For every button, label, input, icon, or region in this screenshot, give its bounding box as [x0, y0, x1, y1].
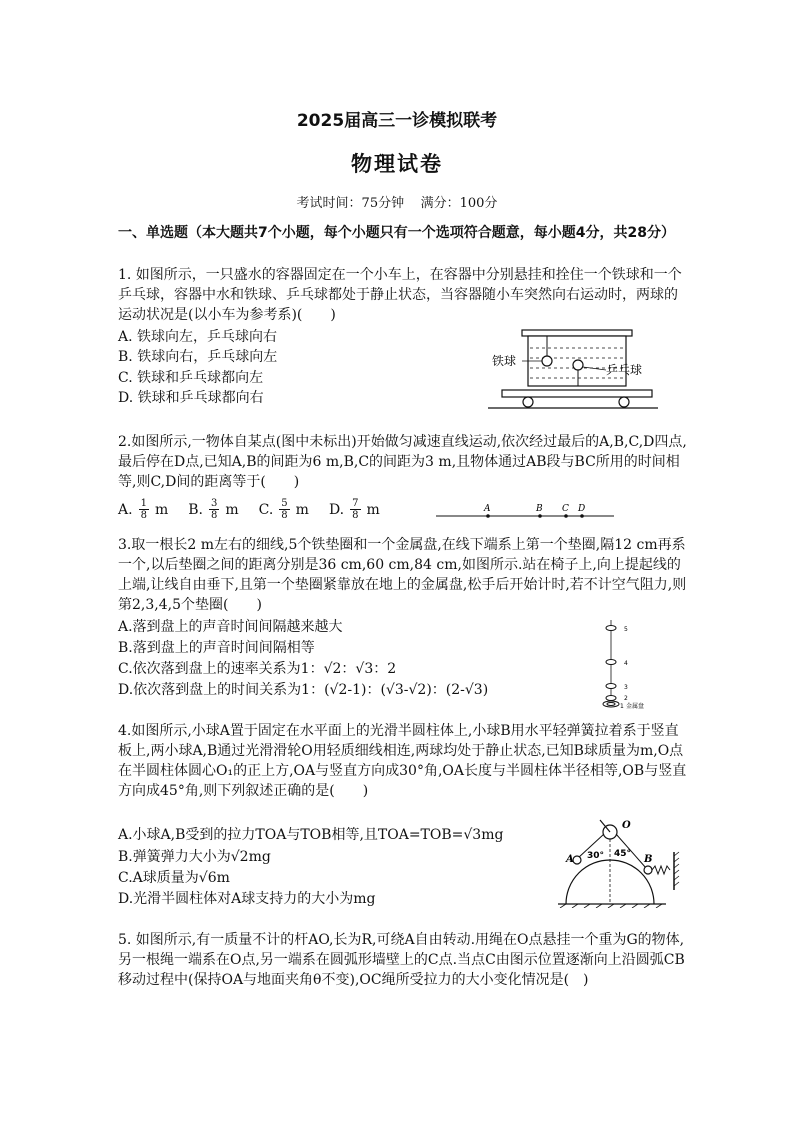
half-cylinder-figure: [556, 812, 686, 908]
svg-text:B: B: [644, 854, 653, 865]
question-2-stem: 2.如图所示,一物体自某点(图中未标出)开始做匀减速直线运动,依次经过最后的A,B,C,D四点,最后停在D点,已知A,B的间距为6 m,B,C的间距为3 m,且物体通过AB段与BC所用的时间相等,则C,D间的距离等于( ): [118, 434, 687, 490]
q4-option-a: A.小球A,B受到的拉力TOA与TOB相等,且TOA=TOB=√3mg: [118, 827, 504, 843]
q2-option-d: D. $\frac{7}{8}$ m: [328, 498, 380, 521]
q1-option-d: D. 铁球和乒乓球都向右: [118, 390, 264, 406]
svg-text:45°: 45°: [614, 849, 632, 859]
svg-text:B: B: [536, 504, 543, 514]
q4-option-d: D.光滑半圆柱体对A球支持力的大小为mg: [118, 891, 376, 907]
svg-text:2: 2: [624, 695, 628, 702]
svg-text:A: A: [484, 504, 491, 514]
svg-text:铁球: 铁球: [492, 354, 517, 368]
pingpong-ball-icon: [573, 360, 583, 370]
svg-text:金属盘: 金属盘: [626, 703, 645, 710]
subject-title: 物理试卷: [351, 152, 443, 176]
svg-text:乒乓球: 乒乓球: [606, 363, 643, 377]
svg-text:A: A: [566, 854, 574, 865]
washers-figure: [596, 618, 656, 714]
iron-ball-icon: [542, 356, 552, 366]
svg-text:30°: 30°: [587, 851, 605, 861]
line-points-figure: [436, 500, 616, 522]
question-1-stem: 1. 如图所示，一只盛水的容器固定在一个小车上，在容器中分别悬挂和拴住一个铁球和一个乒乓球，容器中水和铁球、乒乓球都处于静止状态，当容器随小车突然向右运动时，两球的运动状况是(以小车为参考系)( ): [118, 267, 682, 323]
q1-option-c: C. 铁球和乒乓球都向左: [118, 370, 264, 386]
q1-option-b: B. 铁球向右，乒乓球向左: [118, 349, 278, 365]
svg-text:O: O: [622, 820, 631, 831]
q2-option-b: B. $\frac{3}{8}$ m: [188, 498, 239, 521]
q1-option-a: A. 铁球向左，乒乓球向右: [118, 329, 278, 345]
exam-meta: 考试时间：75分钟 满分：100分: [296, 196, 498, 211]
svg-text:3: 3: [624, 684, 628, 691]
q3-option-a: A.落到盘上的声音时间间隔越来越大: [118, 619, 343, 635]
q2-option-a: A. $\frac{1}{8}$ m: [118, 498, 169, 521]
section-heading: 一、单选题（本大题共7个小题，每个小题只有一个选项符合题意，每小题4分，共28分）: [118, 225, 675, 241]
q4-option-b: B.弹簧弹力大小为√2mg: [118, 849, 271, 865]
q3-option-c: C.依次落到盘上的速率关系为1：√2：√3：2: [118, 661, 397, 677]
q2-options: [118, 498, 380, 521]
question-4-stem: 4.如图所示,小球A置于固定在水平面上的光滑半圆柱体上,小球B用水平轻弹簧拉着系于竖直板上,两小球A,B通过光滑滑轮O用轻质细线相连,两球均处于静止状态,已知B球质量为m,O点在半圆柱体圆心O₁的正上方,OA与竖直方向成30°角,OA长度与半圆柱体半径相等,OB与竖直方向成45°角,则下列叙述正确的是( ): [118, 723, 687, 799]
svg-text:5: 5: [624, 626, 628, 633]
svg-text:D: D: [578, 504, 586, 514]
q3-option-b: B.落到盘上的声音时间间隔相等: [118, 640, 315, 656]
svg-text:4: 4: [624, 660, 628, 667]
q2-option-c: C. $\frac{5}{8}$ m: [258, 498, 309, 521]
spring-icon: [652, 866, 670, 874]
q3-option-d: D.依次落到盘上的时间关系为1：(√2-1)：(√3-√2)：(2-√3): [118, 682, 489, 698]
ball-a-icon: [573, 856, 581, 864]
question-3-stem: 3.取一根长2 m左右的细线,5个铁垫圈和一个金属盘,在线下端系上第一个垫圈,隔12 cm再系一个,以后垫圈之间的距离分别是36 cm,60 cm,84 cm,如图所示.站在椅子上,向上提起线的上端,让线自由垂下,且第一个垫圈紧靠放在地上的金属盘,松手后开始计时,若不计空气阻力,则第2,3,4,5个垫圈( ): [118, 537, 687, 613]
svg-text:1: 1: [620, 703, 624, 710]
exam-title: 2025届高三一诊模拟联考: [296, 111, 498, 131]
q4-option-c: C.A球质量为√6m: [118, 870, 230, 886]
ball-b-icon: [644, 866, 652, 874]
question-5-stem: 5. 如图所示,有一质量不计的杆AO,长为R,可绕A自由转动.用绳在O点悬挂一个重为G的物体,另一根绳一端系在O点,另一端系在圆弧形墙壁上的C点.当点C由图示位置逐渐向上沿圆弧CB移动过程中(保持OA与地面夹角θ不变),OC绳所受拉力的大小变化情况是( ): [118, 932, 685, 988]
cart-container-figure: [488, 328, 658, 412]
svg-text:C: C: [562, 504, 569, 514]
